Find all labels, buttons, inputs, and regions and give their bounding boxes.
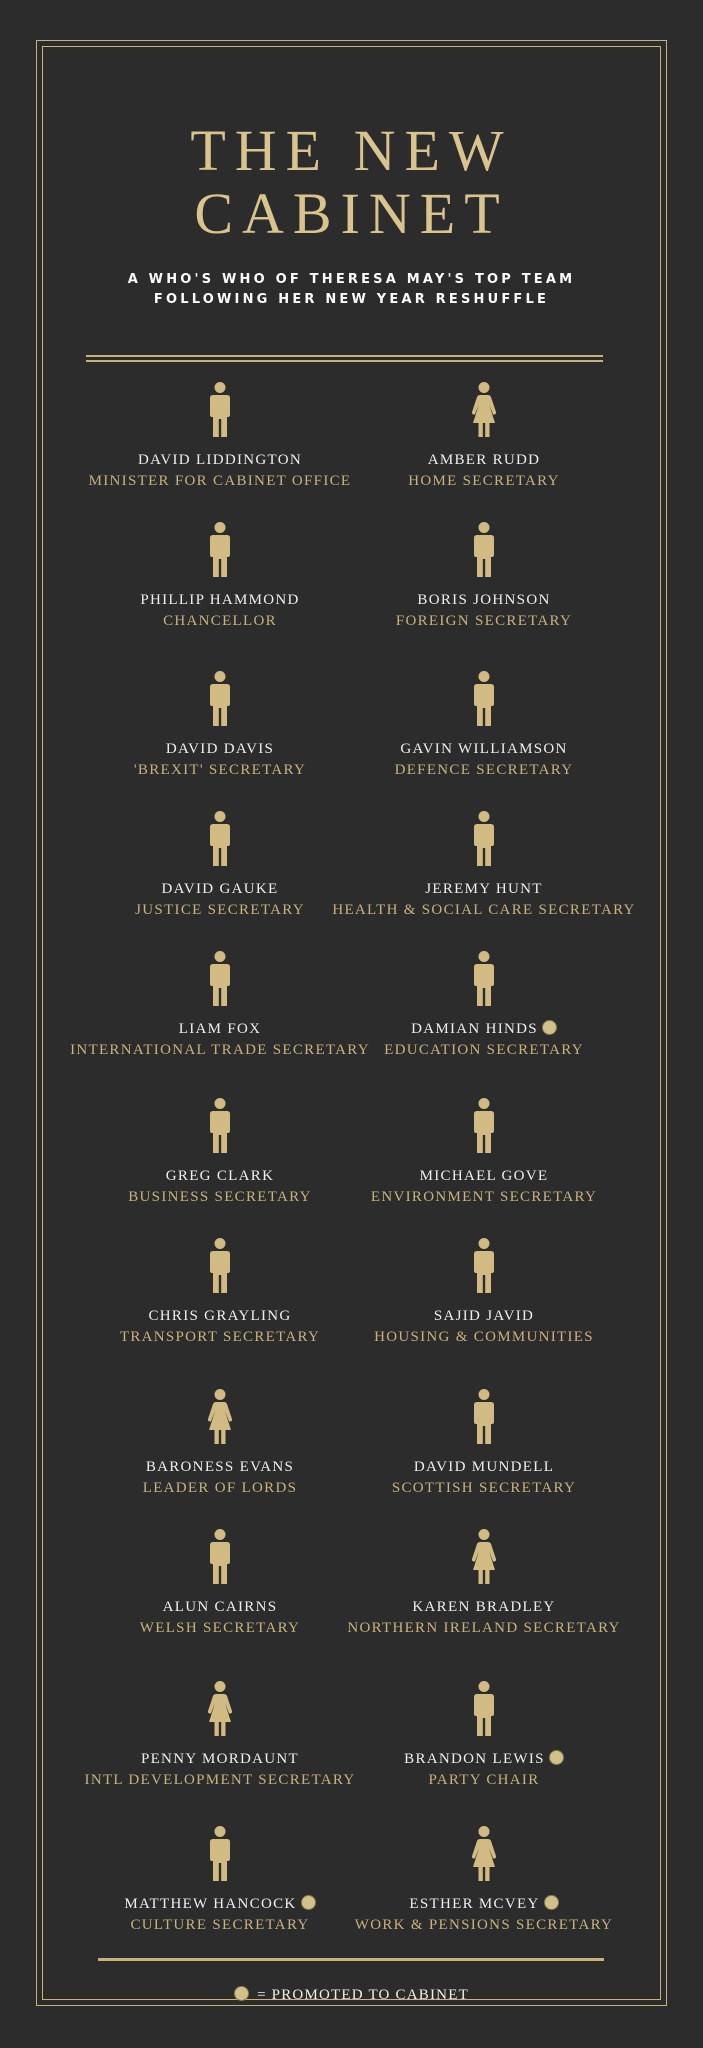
page-title-line-1: THE NEW [190,118,513,183]
promoted-dot-icon [544,1895,559,1910]
male-figure-icon [471,671,497,727]
member-role: 'BREXIT' SECRETARY [133,762,307,778]
male-figure-icon [207,382,233,438]
member-name: GAVIN WILLIAMSON [400,741,568,757]
promoted-dot-icon [542,1020,557,1035]
member-name-row [314,1895,654,1915]
member-name-row [314,880,654,900]
male-figure-icon [207,522,233,578]
female-figure-icon [471,1826,497,1882]
subtitle-line-2: FOLLOWING HER NEW YEAR RESHUFFLE [153,292,550,307]
male-figure-icon [207,1238,233,1294]
male-figure-icon [207,671,233,727]
member-name: JEREMY HUNT [425,881,543,897]
member-name: CHRIS GRAYLING [148,1308,292,1324]
cabinet-member-card [314,1098,654,1207]
member-name-row [314,1020,654,1040]
female-figure-icon [471,1529,497,1585]
female-figure-icon [207,1389,233,1445]
cabinet-member-card [314,1826,654,1935]
member-name: KAREN BRADLEY [412,1599,556,1615]
member-role: FOREIGN SECRETARY [395,613,573,629]
member-name: PHILLIP HAMMOND [140,592,300,608]
legend-text: = PROMOTED TO CABINET [257,1987,469,2003]
member-role: HOME SECRETARY [408,473,560,489]
member-role: MINISTER FOR CABINET OFFICE [88,473,352,489]
member-role: HEALTH & SOCIAL CARE SECRETARY [332,902,636,918]
member-name: MICHAEL GOVE [419,1168,549,1184]
male-figure-icon [207,811,233,867]
member-name: DAVID DAVIS [165,741,275,757]
female-figure-icon [471,382,497,438]
cabinet-member-card [314,522,654,631]
cabinet-member-card [314,1529,654,1638]
member-role: CHANCELLOR [163,613,277,629]
member-name-row [314,740,654,760]
member-role: EDUCATION SECRETARY [384,1042,584,1058]
member-role: BUSINESS SECRETARY [128,1189,312,1205]
member-role: CULTURE SECRETARY [130,1917,310,1933]
legend [0,1986,703,2004]
promoted-dot-icon [549,1750,564,1765]
member-name: GREG CLARK [165,1168,275,1184]
member-name: BORIS JOHNSON [417,592,551,608]
member-role: ENVIRONMENT SECRETARY [370,1189,598,1205]
member-name: AMBER RUDD [427,452,541,468]
member-role: NORTHERN IRELAND SECRETARY [347,1620,621,1636]
male-figure-icon [207,1826,233,1882]
header-divider-bottom [86,360,603,362]
member-role: TRANSPORT SECRETARY [119,1329,321,1345]
member-role: SCOTTISH SECRETARY [391,1480,577,1496]
member-role: INTL DEVELOPMENT SECRETARY [84,1772,356,1788]
member-name-row [314,1750,654,1770]
member-name: ESTHER MCVEY [409,1896,540,1912]
footer-divider [98,1958,604,1961]
member-role: JUSTICE SECRETARY [135,902,305,918]
cabinet-member-card [314,671,654,780]
member-name: DAMIAN HINDS [411,1021,538,1037]
member-name: MATTHEW HANCOCK [124,1896,297,1912]
member-name: DAVID GAUKE [161,881,279,897]
male-figure-icon [207,1529,233,1585]
male-figure-icon [471,1098,497,1154]
member-name: BARONESS EVANS [145,1459,295,1475]
member-name-row [314,451,654,471]
female-figure-icon [207,1681,233,1737]
member-name-row [314,1458,654,1478]
male-figure-icon [471,1389,497,1445]
cabinet-member-card [314,811,654,920]
member-name: PENNY MORDAUNT [140,1751,300,1767]
male-figure-icon [471,1681,497,1737]
cabinet-member-card [314,1238,654,1347]
member-name-row [314,1598,654,1618]
member-role: LEADER OF LORDS [142,1480,298,1496]
cabinet-member-card [314,1681,654,1790]
member-role: WELSH SECRETARY [139,1620,301,1636]
member-role: WORK & PENSIONS SECRETARY [354,1917,614,1933]
member-role: HOUSING & COMMUNITIES [374,1329,594,1345]
cabinet-member-card [314,1389,654,1498]
cabinet-member-card [314,951,654,1060]
male-figure-icon [471,951,497,1007]
member-role: INTERNATIONAL TRADE SECRETARY [70,1042,370,1058]
member-name: DAVID LIDDINGTON [138,452,302,468]
member-role: PARTY CHAIR [428,1772,540,1788]
subtitle-line-1: A WHO'S WHO OF THERESA MAY'S TOP TEAM [127,272,576,287]
male-figure-icon [471,811,497,867]
member-name: ALUN CAIRNS [162,1599,278,1615]
member-name: SAJID JAVID [433,1308,535,1324]
member-name: LIAM FOX [178,1021,262,1037]
male-figure-icon [207,951,233,1007]
male-figure-icon [471,522,497,578]
cabinet-member-card [314,382,654,491]
member-name: BRANDON LEWIS [404,1751,545,1767]
member-name-row [314,1307,654,1327]
member-role: DEFENCE SECRETARY [394,762,574,778]
member-name-row [314,1167,654,1187]
promoted-dot-icon [234,1986,249,2001]
member-name: DAVID MUNDELL [413,1459,555,1475]
page-title-line-2: CABINET [194,181,509,246]
header-divider-top [86,355,603,357]
male-figure-icon [471,1238,497,1294]
member-name-row [314,591,654,611]
male-figure-icon [207,1098,233,1154]
